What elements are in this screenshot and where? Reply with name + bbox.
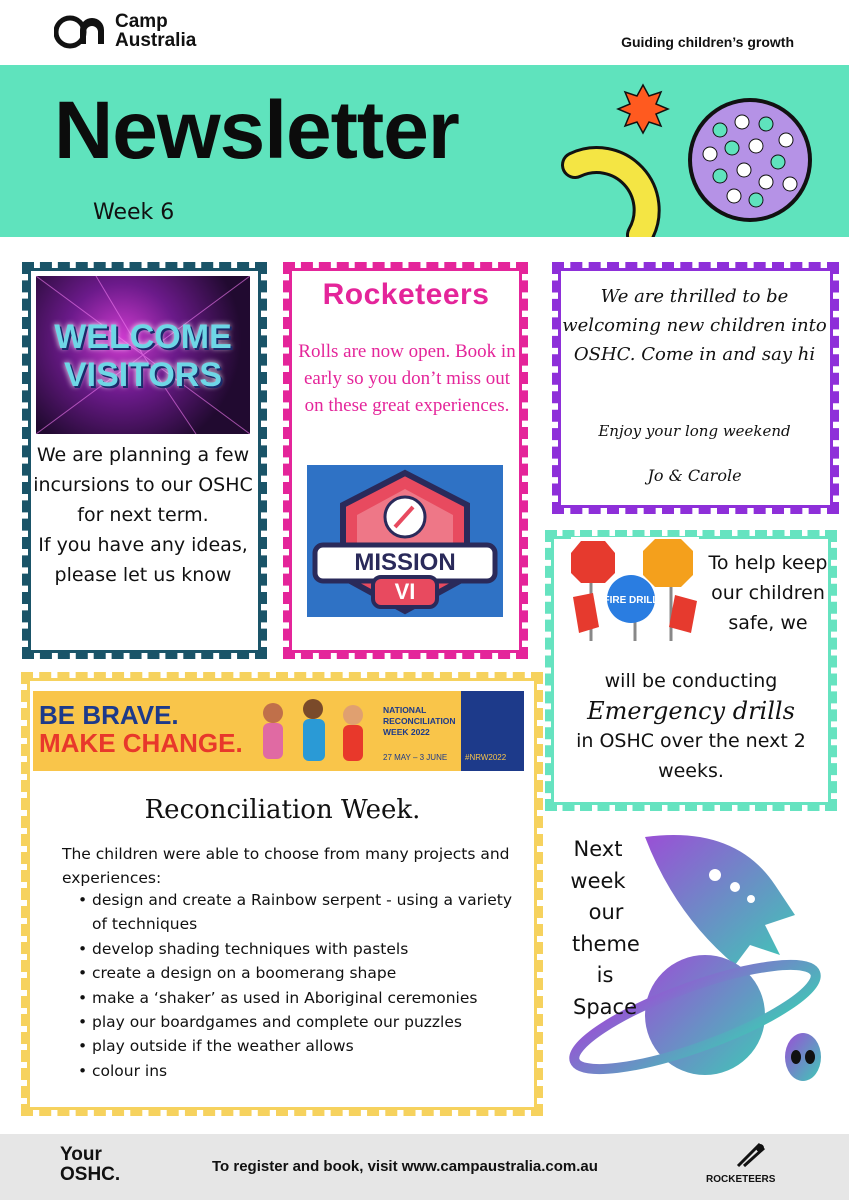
long-weekend-text: Enjoy your long weekend bbox=[598, 422, 791, 440]
tagline: Guiding children’s growth bbox=[621, 34, 794, 50]
welcome-visitors-label bbox=[36, 318, 250, 394]
rocketeers-rocket-icon bbox=[730, 1140, 770, 1170]
image-line-2: VISITORS bbox=[63, 356, 223, 394]
list-item: • design and create a Rainbow serpent - using a variety of techniques bbox=[78, 888, 523, 937]
fire-drill-text-2a: will be conducting bbox=[604, 670, 778, 692]
brand-name bbox=[115, 12, 196, 50]
register-text: To register and book, visit www.campaustralia.com.au bbox=[212, 1158, 598, 1175]
reconciliation-intro: The children were able to choose from many projects and experiences: bbox=[62, 845, 510, 887]
list-item: • make a ‘shaker’ as used in Aboriginal ceremonies bbox=[78, 986, 523, 1010]
welcome-message-text: We are thrilled to be welcoming new children into OSHC. Come in and say hi bbox=[562, 286, 827, 365]
people-illustration-icon bbox=[243, 691, 383, 771]
activities-list bbox=[78, 888, 523, 1083]
your-oshc-logo bbox=[60, 1145, 120, 1185]
mission-badge-image bbox=[307, 465, 503, 617]
list-item: • colour ins bbox=[78, 1059, 523, 1083]
camp-australia-logo-icon bbox=[54, 14, 112, 50]
be-brave-label bbox=[39, 701, 243, 757]
image-line-1: WELCOME bbox=[54, 318, 232, 356]
reconciliation-heading: Reconciliation Week. bbox=[144, 795, 421, 825]
list-item: • develop shading techniques with pastels bbox=[78, 937, 523, 961]
reconciliation-banner-image bbox=[33, 691, 524, 771]
brand-line-2: Australia bbox=[115, 30, 197, 51]
footer-logo-line-1: Your bbox=[60, 1144, 102, 1165]
space-line-6: Space bbox=[573, 994, 637, 1019]
fire-drill-text-2b: in OSHC over the next 2 weeks. bbox=[576, 730, 806, 782]
space-line-3: our bbox=[588, 900, 624, 924]
fire-drill-text-1: To help keep our children safe, we bbox=[708, 552, 828, 634]
week-label: Week 6 bbox=[93, 200, 175, 225]
signoff-text: Jo & Carole bbox=[647, 466, 742, 485]
welcome-text-2: If you have any ideas, please let us know bbox=[38, 534, 248, 586]
fire-drill-signs-icon bbox=[571, 537, 699, 641]
mission-label: MISSION bbox=[354, 549, 456, 576]
page-title: Newsletter bbox=[54, 85, 459, 176]
event-dates: 27 MAY – 3 JUNE bbox=[383, 753, 448, 762]
fire-drill-text-2 bbox=[560, 666, 822, 786]
list-item: • play outside if the weather allows bbox=[78, 1034, 523, 1058]
space-line-4: theme bbox=[572, 931, 640, 956]
banner-line-1: BE BRAVE. bbox=[39, 700, 179, 730]
welcome-text-1: We are planning a few incursions to our OSHC for next term. bbox=[33, 444, 253, 526]
space-line-1: Next bbox=[573, 837, 623, 861]
rocketeers-logo-label: ROCKETEERS bbox=[706, 1174, 776, 1185]
brand-line-1: Camp bbox=[115, 11, 168, 32]
footer-logo-line-2: OSHC. bbox=[60, 1164, 121, 1185]
list-item: • play our boardgames and complete our puzzles bbox=[78, 1010, 523, 1034]
space-line-2: week bbox=[570, 868, 626, 893]
banner-line-2: MAKE CHANGE. bbox=[39, 728, 243, 758]
space-theme-text bbox=[558, 834, 638, 1023]
welcome-visitors-image bbox=[36, 276, 250, 434]
welcome-text bbox=[32, 440, 254, 590]
event-name: NATIONAL RECONCILIATION WEEK 2022 bbox=[383, 705, 456, 737]
rocketeers-title: Rocketeers bbox=[322, 278, 490, 311]
mission-number: VI bbox=[394, 579, 416, 604]
emergency-drills-emphasis: Emergency drills bbox=[587, 697, 795, 725]
space-line-5: is bbox=[596, 963, 614, 987]
rocketeers-text: Rolls are now open. Book in early so you don’t miss out on these great experiences. bbox=[298, 341, 516, 416]
event-hashtag: #NRW2022 bbox=[465, 753, 507, 762]
list-item: • create a design on a boomerang shape bbox=[78, 961, 523, 985]
fire-drill-sign-label: FIRE DRILL bbox=[603, 595, 659, 606]
